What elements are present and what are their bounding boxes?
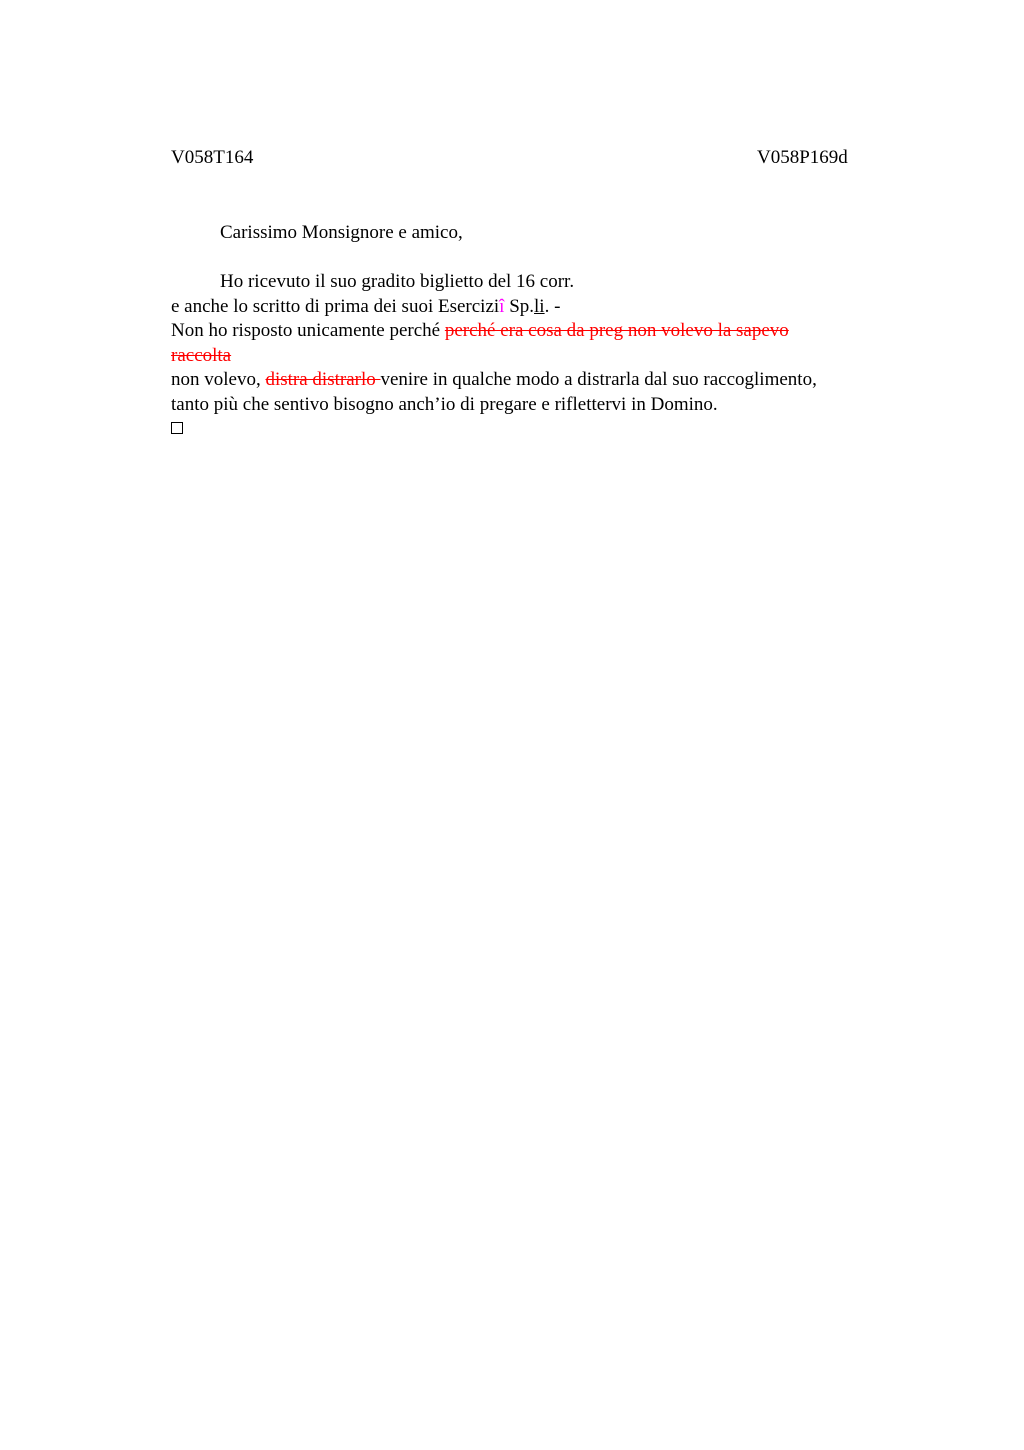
letter-line-5 [171,368,891,393]
line-2-abbrev: Sp. [504,295,535,317]
document-code-right: V058P169d [757,147,848,168]
letter-line-3 [171,319,891,344]
underlined-abbrev: li [534,295,545,317]
line-3-text: Non ho risposto unicamente perché [171,320,445,341]
letter-line-6: tanto più che sentivo bisogno anch’io di pregare e riflettervi in Domino. [171,393,718,415]
letter-body [171,221,891,442]
letter-line-1: Ho ricevuto il suo gradito biglietto del 16 corr. [220,271,575,292]
line-5-continuation: venire in qualche modo a distrarla dal suo raccoglimento, [380,369,817,390]
checkbox-icon [171,422,183,434]
deleted-text: distra distrarlo [265,369,381,390]
letter-line-4 [171,344,891,369]
deleted-text: perché era cosa da preg non volevo la sapevo [444,320,789,341]
line-2-end: . - [544,295,561,317]
line-2-text: e anche lo scritto di prima dei suoi Esercizi [171,295,500,317]
letter-line-2 [171,295,891,320]
line-5-text: non volevo, [171,369,266,390]
deleted-text: raccolta [171,344,232,366]
document-code-left: V058T164 [171,147,254,168]
checkbox-line [171,417,891,442]
inserted-character: î [499,295,505,317]
blank-line [171,246,891,271]
salutation: Carissimo Monsignore e amico, [220,222,463,243]
